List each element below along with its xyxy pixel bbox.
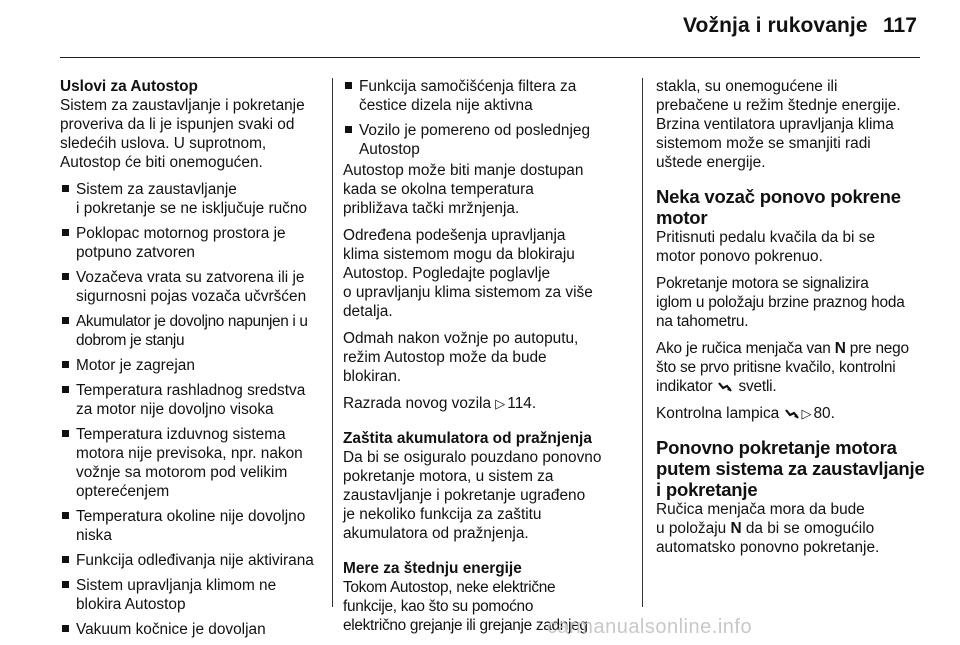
paragraph: Ručica menjača mora da bude u položaju N da bi se omogućilo automatsko ponovno pokretanje. <box>656 501 880 556</box>
list-item: Temperatura izduvnog sistema motora nije previsoka, npr. nakon vožnje sa motorom pod velikim opterećenjem <box>60 425 330 501</box>
list-item: Vakuum kočnice je dovoljan <box>60 620 330 639</box>
bullet-icon <box>62 361 69 368</box>
watermark: carmanualsonline.info <box>547 616 753 638</box>
bullet-icon <box>62 556 69 563</box>
page-header <box>0 0 960 58</box>
bullet-icon <box>345 82 352 89</box>
list-item: Temperatura rashladnog sredstva za motor nije dovoljno visoka <box>60 381 330 419</box>
column-3 <box>656 77 926 565</box>
page-reference[interactable]: 80. <box>813 405 835 422</box>
paragraph: Pokretanje motora se signalizira iglom u položaju brzine praznog hoda na tahometru. <box>656 275 905 330</box>
bullet-icon <box>62 625 69 632</box>
bullet-icon <box>62 317 69 324</box>
bullet-icon <box>62 386 69 393</box>
list-item: Vozačeva vrata su zatvorena ili je sigurnosni pojas vozača učvršćen <box>60 268 330 306</box>
list-item: Sistem upravljanja klimom ne blokira Autostop <box>60 576 330 614</box>
paragraph: Razrada novog vozila ▷ 114. <box>343 395 537 412</box>
neutral-gear-label: N <box>834 340 846 357</box>
list-item: Sistem za zaustavljanje i pokretanje se ne isključuje ručno <box>60 180 330 218</box>
bullet-icon <box>62 581 69 588</box>
autostop-conditions-heading: Uslovi za Autostop <box>60 78 198 95</box>
list-item: Funkcija odleđivanja nije aktivirana <box>60 551 330 570</box>
neutral-gear-label: N <box>730 520 742 537</box>
paragraph: Pritisnuti pedalu kvačila da bi se motor ponovo pokrenuo. <box>656 229 876 265</box>
page-number: 117 <box>883 14 917 37</box>
paragraph: Autostop može biti manje dostupan kada se okolna temperatura približava tački mržnjenja. <box>343 162 584 217</box>
bullet-icon <box>62 512 69 519</box>
paragraph: Tokom Autostop, neke električne funkcije, kao što su pomoćno električno grejanje ili grejanje zadnjeg <box>343 579 588 634</box>
battery-protection-heading: Zaštita akumulatora od pražnjenja <box>343 430 592 447</box>
column-1 <box>60 77 330 645</box>
autostop-indicator-icon <box>785 408 799 420</box>
paragraph: Kontrolna lampica ▷ 80. <box>656 405 835 422</box>
paragraph: Odmah nakon vožnje po autoputu, režim Autostop može da bude blokiran. <box>343 330 579 385</box>
conditions-list-continued <box>343 77 623 159</box>
header-divider <box>60 57 920 58</box>
bullet-icon <box>62 229 69 236</box>
cross-reference-icon: ▷ <box>801 406 812 421</box>
driver-restart-heading: Neka vozač ponovo pokrene motor <box>656 186 901 228</box>
paragraph: Određena podešenja upravljanja klima sistemom mogu da blokiraju Autostop. Pogledajte poglavlje o upravljanju klima sistemom za više detalja. <box>343 227 593 320</box>
list-item: Vozilo je pomereno od poslednjeg Autostop <box>343 121 623 159</box>
conditions-list <box>60 180 330 639</box>
paragraph: stakla, su onemogućene ili prebačene u režim štednje energije. Brzina ventilatora upravljanja klima sistemom može se smanjiti radi uštede energije. <box>656 78 901 171</box>
bullet-icon <box>62 273 69 280</box>
page-reference[interactable]: 114. <box>507 395 537 412</box>
energy-saving-heading: Mere za štednju energije <box>343 560 522 577</box>
list-item: Funkcija samočišćenja filtera za čestice dizela nije aktivna <box>343 77 623 115</box>
column-divider-2 <box>642 78 643 607</box>
list-item: Temperatura okoline nije dovoljno niska <box>60 507 330 545</box>
system-restart-heading: Ponovno pokretanje motora putem sistema za zaustavljanje i pokretanje <box>656 437 925 500</box>
bullet-icon <box>62 430 69 437</box>
list-item: Motor je zagrejan <box>60 356 330 375</box>
autostop-indicator-icon <box>718 381 732 393</box>
autostop-conditions-intro: Sistem za zaustavljanje i pokretanje proveriva da li je ispunjen svaki od sledećih uslova. U suprotnom, Autostop će biti onemogućen. <box>60 97 305 171</box>
bullet-icon <box>62 185 69 192</box>
bullet-icon <box>345 126 352 133</box>
paragraph: Ako je ručica menjača van N pre nego što se prvo pritisne kvačilo, kontrolni indikator svetli. <box>656 340 909 395</box>
section-title: Vožnja i rukovanje <box>683 14 868 37</box>
list-item: Akumulator je dovoljno napunjen i u dobrom je stanju <box>60 312 330 350</box>
list-item: Poklopac motornog prostora je potpuno zatvoren <box>60 224 330 262</box>
column-2 <box>343 77 623 643</box>
paragraph: Da bi se osiguralo pouzdano ponovno pokretanje motora, u sistem za zaustavljanje i pokretanje ugrađeno je nekoliko funkcija za zaštitu akumulatora od pražnjenja. <box>343 449 602 542</box>
column-divider-1 <box>332 78 333 607</box>
cross-reference-icon: ▷ <box>495 396 506 411</box>
